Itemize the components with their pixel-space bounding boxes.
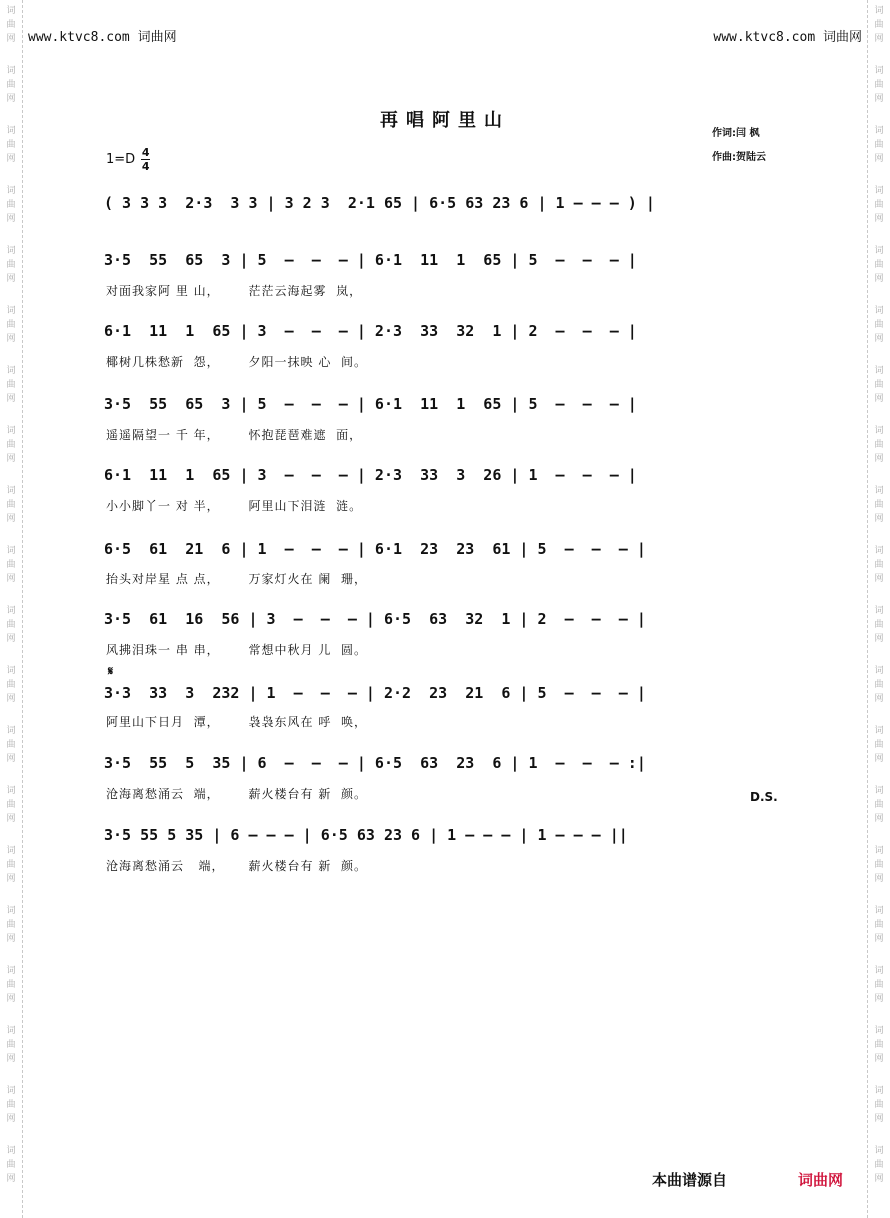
watermark-text: 词 曲 网 <box>874 306 884 344</box>
watermark-text: 词 曲 网 <box>6 66 16 104</box>
lyric-line-4: 遥遥隔望一 千 年， 怀抱琵琶难遮 面， <box>106 428 363 442</box>
lyric-line-5: 小小脚丫一 对 半， 阿里山下泪涟 涟。 <box>106 499 363 513</box>
lyric-line-9: 沧海离愁涌云 端， 薪火楼台有 新 颜。 <box>106 787 367 801</box>
watermark-text: 词 曲 网 <box>6 486 16 524</box>
segno-sign: 𝄋 <box>108 664 114 678</box>
watermark-text: 词 曲 网 <box>6 546 16 584</box>
watermark-text: 词 曲 网 <box>6 726 16 764</box>
watermark-text: 词 曲 网 <box>6 126 16 164</box>
score-line-8: 3·3 33 3 232 | 1 — — — | 2·2 23 21 6 | 5 — — — | <box>104 684 646 702</box>
footer-source-label: 本曲谱源自 <box>652 1171 728 1189</box>
site-url-left[interactable] <box>28 26 177 45</box>
lyric-line-3: 椰树几株愁新 怨， 夕阳一抹映 心 间。 <box>106 355 367 369</box>
site-url-text: www.ktvc8.com <box>28 30 130 45</box>
key-signature <box>106 147 150 172</box>
watermark-text: 词 曲 网 <box>6 786 16 824</box>
watermark-text: 词 曲 网 <box>874 666 884 704</box>
song-title: 再唱阿里山 <box>380 110 510 131</box>
watermark-text: 词 曲 网 <box>874 786 884 824</box>
watermark-text: 词 曲 网 <box>874 426 884 464</box>
watermark-text: 词 曲 网 <box>6 906 16 944</box>
lyric-line-7: 风拂泪珠一 串 串， 常想中秋月 儿 圆。 <box>106 643 367 657</box>
watermark-text: 词 曲 网 <box>874 66 884 104</box>
watermark-text: 词 曲 网 <box>874 6 884 44</box>
site-name-text: 词曲网 <box>822 30 862 45</box>
meter-bottom: 4 <box>141 160 150 173</box>
watermark-text: 词 曲 网 <box>874 726 884 764</box>
lyricist-credit: 作词:闫 枫 <box>712 128 760 139</box>
watermark-text: 词 曲 网 <box>6 426 16 464</box>
right-watermark-strip <box>867 0 890 1218</box>
composer-credit: 作曲:贺陆云 <box>712 152 766 163</box>
watermark-text: 词 曲 网 <box>6 1026 16 1064</box>
watermark-text: 词 曲 网 <box>874 486 884 524</box>
score-line-7: 3·5 61 16 56 | 3 — — — | 6·5 63 32 1 | 2 — — — | <box>104 610 646 628</box>
watermark-text: 词 曲 网 <box>6 606 16 644</box>
watermark-text: 词 曲 网 <box>6 366 16 404</box>
watermark-text: 词 曲 网 <box>874 546 884 584</box>
score-line-5: 6·1 11 1 65 | 3 — — — | 2·3 33 3 26 | 1 — — — | <box>104 466 637 484</box>
lyric-line-6: 抬头对岸星 点 点， 万家灯火在 阑 珊， <box>106 572 367 586</box>
score-line-3: 6·1 11 1 65 | 3 — — — | 2·3 33 32 1 | 2 — — — | <box>104 322 637 340</box>
watermark-text: 词 曲 网 <box>874 246 884 284</box>
lyric-line-10: 沧海离愁涌云 端， 薪火楼台有 新 颜。 <box>106 859 367 873</box>
watermark-text: 词 曲 网 <box>6 1146 16 1184</box>
watermark-text: 词 曲 网 <box>6 246 16 284</box>
watermark-text: 词 曲 网 <box>874 1146 884 1184</box>
watermark-text: 词 曲 网 <box>874 186 884 224</box>
watermark-text: 词 曲 网 <box>6 966 16 1004</box>
left-watermark-strip <box>0 0 23 1218</box>
score-line-10: 3·5 55 5 35 | 6 — — — | 6·5 63 23 6 | 1 — — — | 1 — — — || <box>104 826 628 844</box>
watermark-text: 词 曲 网 <box>874 126 884 164</box>
watermark-text: 词 曲 网 <box>6 666 16 704</box>
watermark-text: 词 曲 网 <box>874 606 884 644</box>
score-line-2: 3·5 55 65 3 | 5 — — — | 6·1 11 1 65 | 5 — — — | <box>104 251 637 269</box>
watermark-text: 词 曲 网 <box>874 1026 884 1064</box>
watermark-text: 词 曲 网 <box>6 306 16 344</box>
score-line-6: 6·5 61 21 6 | 1 — — — | 6·1 23 23 61 | 5 — — — | <box>104 540 646 558</box>
site-name-text: 词曲网 <box>137 30 177 45</box>
watermark-text: 词 曲 网 <box>6 1086 16 1124</box>
watermark-text: 词 曲 网 <box>874 1086 884 1124</box>
score-line-9: 3·5 55 5 35 | 6 — — — | 6·5 63 23 6 | 1 — — — :| <box>104 754 646 772</box>
ds-mark: D.S. <box>750 790 778 804</box>
watermark-text: 词 曲 网 <box>6 846 16 884</box>
watermark-text: 词 曲 网 <box>874 966 884 1004</box>
meter-top: 4 <box>141 146 150 159</box>
score-line-1: ( 3 3 3 2·3 3 3 | 3 2 3 2·1 65 | 6·5 63 23 6 | 1 — — — ) | <box>104 194 655 212</box>
watermark-text: 词 曲 网 <box>6 186 16 224</box>
key-text: 1=D <box>106 152 136 167</box>
watermark-text: 词 曲 网 <box>6 6 16 44</box>
footer-brand-link[interactable]: 词曲网 <box>798 1171 844 1189</box>
lyric-line-8: 阿里山下日月 潭， 袅袅东风在 呼 唤， <box>106 715 367 729</box>
watermark-text: 词 曲 网 <box>874 906 884 944</box>
lyric-line-2: 对面我家阿 里 山， 茫茫云海起雾 岚， <box>106 284 363 298</box>
site-url-right[interactable] <box>713 26 862 45</box>
watermark-text: 词 曲 网 <box>874 366 884 404</box>
time-signature <box>141 147 150 172</box>
site-url-text: www.ktvc8.com <box>713 30 816 45</box>
score-line-4: 3·5 55 65 3 | 5 — — — | 6·1 11 1 65 | 5 — — — | <box>104 395 637 413</box>
watermark-text: 词 曲 网 <box>874 846 884 884</box>
